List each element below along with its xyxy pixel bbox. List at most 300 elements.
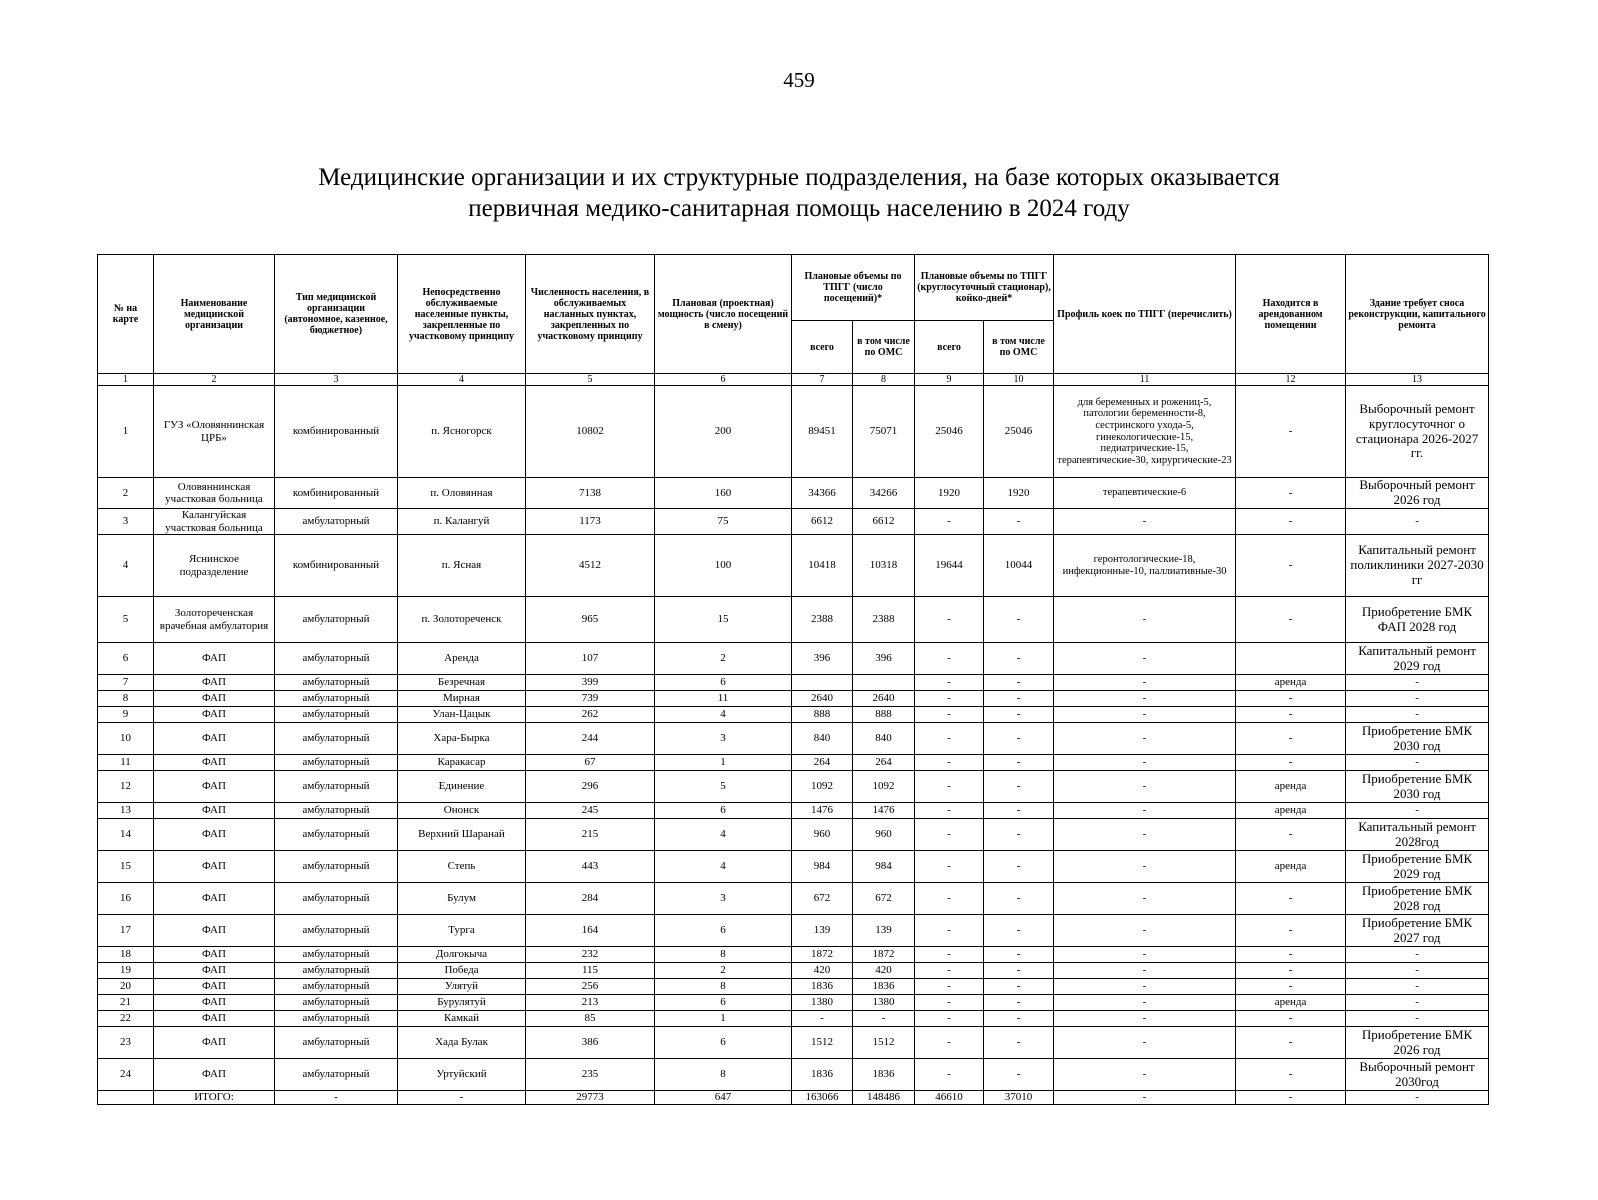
cell-name: Яснинское подразделение <box>154 535 275 597</box>
column-number: 3 <box>275 374 398 386</box>
cell-beds-total: - <box>915 771 984 803</box>
cell-beds-total: - <box>915 995 984 1011</box>
cell-profile: - <box>1054 707 1236 723</box>
cell-name: ФАП <box>154 979 275 995</box>
cell-population: 1173 <box>526 509 655 535</box>
cell-beds-total: - <box>915 963 984 979</box>
cell-building: Приобретение БМК 2028 год <box>1346 883 1489 915</box>
cell-profile: - <box>1054 915 1236 947</box>
column-number: 13 <box>1346 374 1489 386</box>
column-number: 6 <box>655 374 792 386</box>
cell-type: амбулаторный <box>275 597 398 643</box>
cell-profile: - <box>1054 691 1236 707</box>
cell-visits-total: 10418 <box>792 535 853 597</box>
cell-building: Выборочный ремонт 2026 год <box>1346 478 1489 509</box>
cell-profile: - <box>1054 803 1236 819</box>
cell-num <box>98 1091 154 1105</box>
cell-name: ГУЗ «Оловяннинская ЦРБ» <box>154 386 275 478</box>
cell-population: 107 <box>526 643 655 675</box>
cell-visits-total: 420 <box>792 963 853 979</box>
cell-visits-oms: 1380 <box>853 995 915 1011</box>
cell-point: п. Ясная <box>398 535 526 597</box>
cell-beds-total: - <box>915 1011 984 1027</box>
table-row <box>98 1027 1489 1059</box>
title-line-1: Медицинские организации и их структурные подразделения, на базе которых оказывается <box>318 164 1280 191</box>
cell-num: 19 <box>98 963 154 979</box>
cell-num: 22 <box>98 1011 154 1027</box>
cell-beds-oms: - <box>984 691 1054 707</box>
column-number: 9 <box>915 374 984 386</box>
table-row <box>98 597 1489 643</box>
cell-visits-total: 34366 <box>792 478 853 509</box>
header-population: Численность населения, в обслуживаемых насланных пунктах, закрепленных по участковому принципу <box>526 255 655 374</box>
table-row <box>98 535 1489 597</box>
cell-rented: - <box>1236 535 1346 597</box>
cell-visits-total: 1092 <box>792 771 853 803</box>
cell-beds-oms: - <box>984 509 1054 535</box>
cell-name: Золотореченская врачебная амбулатория <box>154 597 275 643</box>
cell-type: амбулаторный <box>275 851 398 883</box>
cell-capacity: 3 <box>655 883 792 915</box>
cell-visits-oms: 840 <box>853 723 915 755</box>
cell-profile: терапевтические-6 <box>1054 478 1236 509</box>
cell-num: 6 <box>98 643 154 675</box>
cell-visits-total: 984 <box>792 851 853 883</box>
cell-point: Камкай <box>398 1011 526 1027</box>
cell-beds-total: 46610 <box>915 1091 984 1105</box>
cell-type: амбулаторный <box>275 819 398 851</box>
cell-capacity: 4 <box>655 819 792 851</box>
cell-population: 215 <box>526 819 655 851</box>
cell-population: 262 <box>526 707 655 723</box>
cell-building: Капитальный ремонт 2029 год <box>1346 643 1489 675</box>
cell-population: 4512 <box>526 535 655 597</box>
header-num: № на карте <box>98 255 154 374</box>
cell-type: амбулаторный <box>275 691 398 707</box>
cell-name: ФАП <box>154 947 275 963</box>
cell-num: 14 <box>98 819 154 851</box>
cell-capacity: 75 <box>655 509 792 535</box>
cell-beds-oms: 37010 <box>984 1091 1054 1105</box>
cell-population: 29773 <box>526 1091 655 1105</box>
cell-capacity: 15 <box>655 597 792 643</box>
cell-population: 213 <box>526 995 655 1011</box>
cell-capacity: 2 <box>655 643 792 675</box>
table-row <box>98 707 1489 723</box>
cell-name: ФАП <box>154 915 275 947</box>
cell-beds-total: 1920 <box>915 478 984 509</box>
cell-name: ФАП <box>154 707 275 723</box>
cell-num: 17 <box>98 915 154 947</box>
column-numbers-row <box>98 374 1489 386</box>
cell-capacity: 1 <box>655 1011 792 1027</box>
cell-beds-oms: - <box>984 1027 1054 1059</box>
cell-building: - <box>1346 803 1489 819</box>
cell-num: 2 <box>98 478 154 509</box>
cell-point: Бурулятуй <box>398 995 526 1011</box>
cell-rented: аренда <box>1236 803 1346 819</box>
cell-building: - <box>1346 979 1489 995</box>
cell-type: амбулаторный <box>275 771 398 803</box>
header-visits-total: всего <box>792 321 853 374</box>
cell-building: - <box>1346 691 1489 707</box>
cell-rented: - <box>1236 723 1346 755</box>
cell-beds-total: - <box>915 723 984 755</box>
cell-building: Капитальный ремонт 2028год <box>1346 819 1489 851</box>
table-row <box>98 1011 1489 1027</box>
cell-building: - <box>1346 675 1489 691</box>
table-row <box>98 915 1489 947</box>
header-building: Здание требует сноса реконструкции, капитального ремонта <box>1346 255 1489 374</box>
cell-beds-oms: - <box>984 947 1054 963</box>
cell-point: Ононск <box>398 803 526 819</box>
cell-profile: - <box>1054 723 1236 755</box>
cell-population: 244 <box>526 723 655 755</box>
cell-beds-total: - <box>915 883 984 915</box>
cell-rented: аренда <box>1236 771 1346 803</box>
cell-point: п. Калангуй <box>398 509 526 535</box>
cell-rented: аренда <box>1236 995 1346 1011</box>
cell-rented: - <box>1236 478 1346 509</box>
cell-capacity: 6 <box>655 915 792 947</box>
cell-visits-total: 672 <box>792 883 853 915</box>
cell-population: 115 <box>526 963 655 979</box>
cell-name: ФАП <box>154 819 275 851</box>
table-row <box>98 979 1489 995</box>
table-row <box>98 723 1489 755</box>
cell-visits-oms: 1092 <box>853 771 915 803</box>
cell-point: п. Оловянная <box>398 478 526 509</box>
cell-visits-total: 2388 <box>792 597 853 643</box>
cell-visits-oms: 984 <box>853 851 915 883</box>
cell-point: п. Золотореченск <box>398 597 526 643</box>
cell-beds-oms: - <box>984 1059 1054 1091</box>
header-beds-total: всего <box>915 321 984 374</box>
cell-visits-oms: 2640 <box>853 691 915 707</box>
cell-type: - <box>275 1091 398 1105</box>
column-number: 4 <box>398 374 526 386</box>
cell-profile: - <box>1054 675 1236 691</box>
cell-beds-total: - <box>915 947 984 963</box>
table-row <box>98 1059 1489 1091</box>
cell-point: Победа <box>398 963 526 979</box>
cell-beds-total: - <box>915 803 984 819</box>
cell-rented: - <box>1236 979 1346 995</box>
cell-beds-total: - <box>915 691 984 707</box>
cell-capacity: 3 <box>655 723 792 755</box>
table-body <box>98 386 1489 1105</box>
cell-building: - <box>1346 707 1489 723</box>
cell-building: Приобретение БМК 2027 год <box>1346 915 1489 947</box>
cell-visits-oms: 148486 <box>853 1091 915 1105</box>
table-row <box>98 803 1489 819</box>
cell-visits-total: 1872 <box>792 947 853 963</box>
cell-rented: - <box>1236 819 1346 851</box>
cell-point: Улан-Цацык <box>398 707 526 723</box>
cell-building: Приобретение БМК ФАП 2028 год <box>1346 597 1489 643</box>
cell-profile: - <box>1054 597 1236 643</box>
cell-building: Выборочный ремонт 2030год <box>1346 1059 1489 1091</box>
cell-rented: - <box>1236 691 1346 707</box>
cell-building: - <box>1346 947 1489 963</box>
cell-visits-total: 2640 <box>792 691 853 707</box>
cell-visits-oms: 6612 <box>853 509 915 535</box>
cell-rented: - <box>1236 963 1346 979</box>
medical-organizations-table <box>97 254 1489 1105</box>
cell-num: 18 <box>98 947 154 963</box>
cell-beds-oms: - <box>984 755 1054 771</box>
cell-population: 235 <box>526 1059 655 1091</box>
cell-population: 10802 <box>526 386 655 478</box>
cell-visits-total: 960 <box>792 819 853 851</box>
cell-visits-oms: 264 <box>853 755 915 771</box>
cell-beds-oms: - <box>984 643 1054 675</box>
cell-visits-total: 396 <box>792 643 853 675</box>
cell-point: - <box>398 1091 526 1105</box>
cell-beds-oms: - <box>984 995 1054 1011</box>
cell-beds-total: 19644 <box>915 535 984 597</box>
cell-population: 67 <box>526 755 655 771</box>
cell-visits-total: 1512 <box>792 1027 853 1059</box>
cell-visits-oms: 2388 <box>853 597 915 643</box>
cell-building: - <box>1346 1091 1489 1105</box>
cell-rented: - <box>1236 597 1346 643</box>
cell-beds-oms: - <box>984 675 1054 691</box>
cell-point: Турга <box>398 915 526 947</box>
cell-profile: - <box>1054 947 1236 963</box>
cell-beds-total: - <box>915 851 984 883</box>
cell-visits-oms <box>853 675 915 691</box>
cell-point: Каракасар <box>398 755 526 771</box>
cell-beds-total: - <box>915 819 984 851</box>
cell-capacity: 6 <box>655 995 792 1011</box>
cell-visits-oms: 34266 <box>853 478 915 509</box>
cell-type: комбинированный <box>275 535 398 597</box>
cell-beds-oms: - <box>984 803 1054 819</box>
cell-profile: - <box>1054 643 1236 675</box>
table-row <box>98 963 1489 979</box>
cell-building: Приобретение БМК 2030 год <box>1346 723 1489 755</box>
header-visits-oms: в том числе по ОМС <box>853 321 915 374</box>
table-row <box>98 755 1489 771</box>
cell-rented: - <box>1236 1027 1346 1059</box>
cell-beds-oms: - <box>984 883 1054 915</box>
cell-num: 9 <box>98 707 154 723</box>
cell-visits-oms: - <box>853 1011 915 1027</box>
cell-num: 10 <box>98 723 154 755</box>
cell-visits-total <box>792 675 853 691</box>
cell-rented: - <box>1236 707 1346 723</box>
cell-num: 8 <box>98 691 154 707</box>
cell-profile: - <box>1054 755 1236 771</box>
table-row <box>98 883 1489 915</box>
column-number: 10 <box>984 374 1054 386</box>
cell-beds-oms: - <box>984 915 1054 947</box>
cell-name: ФАП <box>154 691 275 707</box>
cell-rented: - <box>1236 1011 1346 1027</box>
table-row <box>98 478 1489 509</box>
header-type: Тип медицинской организации (автономное, казенное, бюджетное) <box>275 255 398 374</box>
cell-beds-oms: - <box>984 851 1054 883</box>
cell-name: ФАП <box>154 675 275 691</box>
cell-visits-total: 89451 <box>792 386 853 478</box>
column-number: 1 <box>98 374 154 386</box>
cell-visits-oms: 1476 <box>853 803 915 819</box>
header-beds-oms: в том числе по ОМС <box>984 321 1054 374</box>
table-header <box>98 255 1489 386</box>
table-row <box>98 995 1489 1011</box>
cell-num: 11 <box>98 755 154 771</box>
cell-visits-oms: 396 <box>853 643 915 675</box>
cell-capacity: 647 <box>655 1091 792 1105</box>
cell-building: Капитальный ремонт поликлиники 2027-2030 гг <box>1346 535 1489 597</box>
cell-point: Улятуй <box>398 979 526 995</box>
cell-visits-total: 139 <box>792 915 853 947</box>
cell-population: 296 <box>526 771 655 803</box>
cell-beds-oms: - <box>984 723 1054 755</box>
page-number: 459 <box>783 68 815 92</box>
cell-beds-total: - <box>915 597 984 643</box>
cell-rented: - <box>1236 947 1346 963</box>
cell-name: ФАП <box>154 963 275 979</box>
cell-point: Хада Булак <box>398 1027 526 1059</box>
cell-point: Безречная <box>398 675 526 691</box>
cell-type: амбулаторный <box>275 723 398 755</box>
cell-visits-total: 888 <box>792 707 853 723</box>
cell-visits-total: 1836 <box>792 1059 853 1091</box>
column-number: 8 <box>853 374 915 386</box>
cell-profile: - <box>1054 1027 1236 1059</box>
cell-capacity: 1 <box>655 755 792 771</box>
cell-type: амбулаторный <box>275 755 398 771</box>
cell-beds-oms: - <box>984 771 1054 803</box>
cell-visits-total: 163066 <box>792 1091 853 1105</box>
cell-rented: - <box>1236 755 1346 771</box>
cell-num: 21 <box>98 995 154 1011</box>
cell-point: Единение <box>398 771 526 803</box>
cell-capacity: 6 <box>655 675 792 691</box>
cell-num: 16 <box>98 883 154 915</box>
table-row <box>98 1091 1489 1105</box>
header-capacity: Плановая (проектная) мощность (число посещений в смену) <box>655 255 792 374</box>
cell-rented: - <box>1236 386 1346 478</box>
cell-name: ФАП <box>154 883 275 915</box>
cell-building: Приобретение БМК 2029 год <box>1346 851 1489 883</box>
column-number: 11 <box>1054 374 1236 386</box>
cell-type: амбулаторный <box>275 947 398 963</box>
cell-rented: аренда <box>1236 675 1346 691</box>
cell-population: 256 <box>526 979 655 995</box>
cell-population: 164 <box>526 915 655 947</box>
cell-num: 24 <box>98 1059 154 1091</box>
header-visits: Плановые объемы по ТПГГ (число посещений)* <box>792 255 915 321</box>
cell-rented: - <box>1236 509 1346 535</box>
cell-name: ФАП <box>154 771 275 803</box>
cell-population: 85 <box>526 1011 655 1027</box>
cell-capacity: 5 <box>655 771 792 803</box>
cell-name: ФАП <box>154 803 275 819</box>
cell-capacity: 160 <box>655 478 792 509</box>
cell-building: - <box>1346 995 1489 1011</box>
cell-visits-total: 1476 <box>792 803 853 819</box>
cell-name: ФАП <box>154 1027 275 1059</box>
cell-capacity: 200 <box>655 386 792 478</box>
cell-num: 7 <box>98 675 154 691</box>
table-row <box>98 386 1489 478</box>
cell-profile: - <box>1054 995 1236 1011</box>
cell-num: 3 <box>98 509 154 535</box>
header-rented: Находится в арендованном помещении <box>1236 255 1346 374</box>
cell-population: 7138 <box>526 478 655 509</box>
cell-point: Хара-Бырка <box>398 723 526 755</box>
cell-capacity: 6 <box>655 803 792 819</box>
cell-visits-oms: 139 <box>853 915 915 947</box>
cell-visits-oms: 1836 <box>853 1059 915 1091</box>
cell-beds-oms: - <box>984 597 1054 643</box>
cell-capacity: 4 <box>655 851 792 883</box>
cell-type: амбулаторный <box>275 979 398 995</box>
cell-point: Мирная <box>398 691 526 707</box>
cell-type: комбинированный <box>275 386 398 478</box>
cell-beds-total: - <box>915 755 984 771</box>
cell-building: Выборочный ремонт круглосуточног о стационара 2026-2027 гг. <box>1346 386 1489 478</box>
cell-building: - <box>1346 509 1489 535</box>
cell-profile: - <box>1054 1011 1236 1027</box>
cell-visits-oms: 420 <box>853 963 915 979</box>
table-row <box>98 819 1489 851</box>
cell-building: Приобретение БМК 2026 год <box>1346 1027 1489 1059</box>
cell-profile: геронтологические-18, инфекционные-10, паллиативные-30 <box>1054 535 1236 597</box>
table-row <box>98 947 1489 963</box>
cell-population: 245 <box>526 803 655 819</box>
cell-building: - <box>1346 963 1489 979</box>
cell-capacity: 8 <box>655 1059 792 1091</box>
page-title <box>200 162 1398 224</box>
cell-visits-total: - <box>792 1011 853 1027</box>
cell-name: ФАП <box>154 995 275 1011</box>
cell-building: Приобретение БМК 2030 год <box>1346 771 1489 803</box>
column-number: 2 <box>154 374 275 386</box>
cell-beds-oms: - <box>984 1011 1054 1027</box>
cell-beds-total: - <box>915 707 984 723</box>
cell-type: амбулаторный <box>275 707 398 723</box>
cell-name: ФАП <box>154 851 275 883</box>
cell-building: - <box>1346 755 1489 771</box>
table-row <box>98 851 1489 883</box>
cell-point: Степь <box>398 851 526 883</box>
cell-point: п. Ясногорск <box>398 386 526 478</box>
cell-rented: - <box>1236 1091 1346 1105</box>
cell-visits-oms: 888 <box>853 707 915 723</box>
cell-visits-total: 840 <box>792 723 853 755</box>
cell-type: комбинированный <box>275 478 398 509</box>
cell-visits-total: 1380 <box>792 995 853 1011</box>
cell-type: амбулаторный <box>275 509 398 535</box>
cell-num: 15 <box>98 851 154 883</box>
header-name: Наименование медицинской организации <box>154 255 275 374</box>
cell-beds-oms: - <box>984 963 1054 979</box>
cell-name: ФАП <box>154 643 275 675</box>
cell-rented: - <box>1236 915 1346 947</box>
cell-capacity: 100 <box>655 535 792 597</box>
table-row <box>98 509 1489 535</box>
cell-type: амбулаторный <box>275 883 398 915</box>
cell-num: 1 <box>98 386 154 478</box>
cell-building: - <box>1346 1011 1489 1027</box>
cell-profile: для беременных и рожениц-5, патологии беременности-8, сестринского ухода-5, гинекологические-15, педиатрические-15, терапевтические-30, хирургические-23 <box>1054 386 1236 478</box>
cell-population: 386 <box>526 1027 655 1059</box>
table-row <box>98 643 1489 675</box>
